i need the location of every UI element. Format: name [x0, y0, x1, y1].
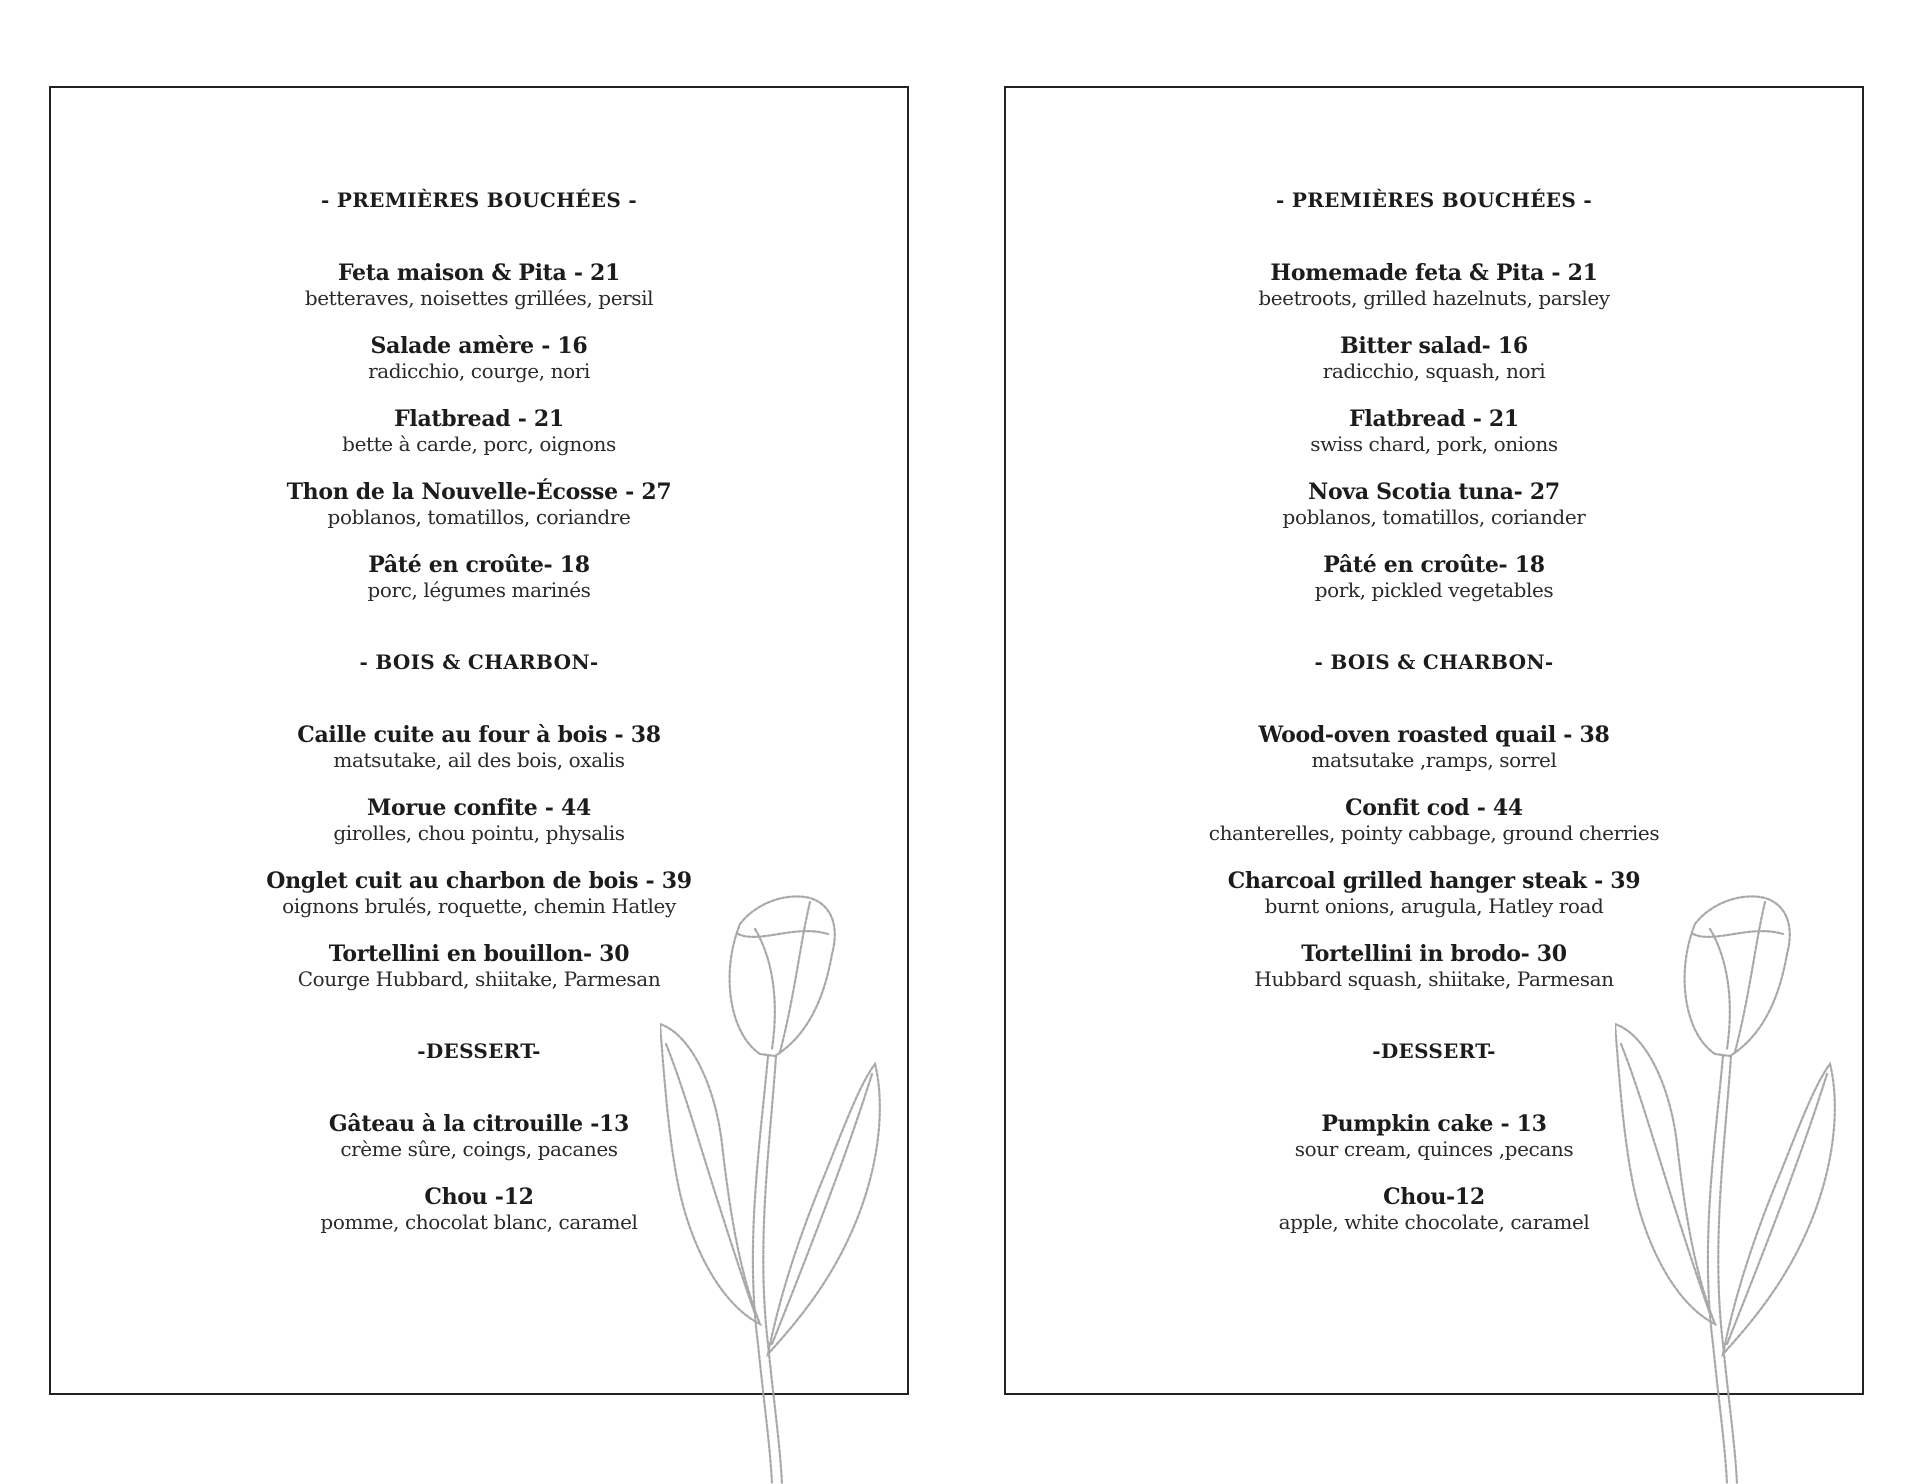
- section-heading-bois-charbon: - BOIS & CHARBON-: [1314, 650, 1554, 674]
- item-description: radicchio, squash, nori: [1322, 359, 1546, 383]
- item-name: Caille cuite au four à bois - 38: [297, 722, 661, 748]
- item-description: crème sûre, coings, pacanes: [340, 1137, 618, 1161]
- item-name: Pâté en croûte- 18: [1323, 552, 1545, 578]
- item-name: Morue confite - 44: [367, 795, 591, 821]
- item-name: Gâteau à la citrouille -13: [328, 1111, 630, 1137]
- section-heading-premieres-bouchees: - PREMIÈRES BOUCHÉES -: [1276, 188, 1592, 212]
- item-name: Tortellini en bouillon- 30: [328, 941, 630, 967]
- item-name: Flatbread - 21: [394, 406, 564, 432]
- item-name: Onglet cuit au charbon de bois - 39: [266, 868, 692, 894]
- item-description: matsutake, ail des bois, oxalis: [333, 748, 625, 772]
- menu-item: [51, 1111, 907, 1161]
- item-name: Pumpkin cake - 13: [1321, 1111, 1547, 1137]
- item-description: pork, pickled vegetables: [1314, 578, 1554, 602]
- menu-item: [51, 552, 907, 602]
- menu-item: [1006, 795, 1862, 845]
- item-name: Pâté en croûte- 18: [368, 552, 590, 578]
- menu-item: [51, 795, 907, 845]
- section-heading-bois-charbon: - BOIS & CHARBON-: [359, 650, 599, 674]
- item-description: beetroots, grilled hazelnuts, parsley: [1258, 286, 1610, 310]
- item-description: sour cream, quinces ,pecans: [1294, 1137, 1574, 1161]
- menu-item: [51, 260, 907, 310]
- item-description: oignons brulés, roquette, chemin Hatley: [282, 894, 676, 918]
- menu-item: [1006, 333, 1862, 383]
- item-name: Salade amère - 16: [370, 333, 588, 359]
- item-description: burnt onions, arugula, Hatley road: [1264, 894, 1604, 918]
- item-name: Bitter salad- 16: [1340, 333, 1528, 359]
- item-name: Confit cod - 44: [1345, 795, 1523, 821]
- item-description: bette à carde, porc, oignons: [342, 432, 616, 456]
- menu-item: [1006, 1184, 1862, 1234]
- menu-item: [51, 333, 907, 383]
- item-name: Nova Scotia tuna- 27: [1308, 479, 1560, 505]
- menu-page-english: [1004, 86, 1864, 1395]
- item-description: Hubbard squash, shiitake, Parmesan: [1254, 967, 1614, 991]
- item-description: matsutake ,ramps, sorrel: [1311, 748, 1557, 772]
- menu-item: [1006, 722, 1862, 772]
- menu-item: [51, 868, 907, 918]
- item-description: girolles, chou pointu, physalis: [333, 821, 625, 845]
- menu-item: [1006, 479, 1862, 529]
- menu-item: [51, 941, 907, 991]
- menu-item: [1006, 260, 1862, 310]
- item-description: radicchio, courge, nori: [368, 359, 590, 383]
- item-name: Thon de la Nouvelle-Écosse - 27: [286, 479, 672, 505]
- menu-item: [1006, 552, 1862, 602]
- menu-item: [51, 479, 907, 529]
- item-description: Courge Hubbard, shiitake, Parmesan: [297, 967, 661, 991]
- menu-item: [1006, 941, 1862, 991]
- item-name: Feta maison & Pita - 21: [337, 260, 621, 286]
- item-name: Chou-12: [1383, 1184, 1485, 1210]
- item-description: poblanos, tomatillos, coriandre: [327, 505, 631, 529]
- menu-item: [1006, 1111, 1862, 1161]
- item-description: swiss chard, pork, onions: [1310, 432, 1558, 456]
- item-description: pomme, chocolat blanc, caramel: [320, 1210, 638, 1234]
- menu-item: [1006, 868, 1862, 918]
- item-name: Flatbread - 21: [1349, 406, 1519, 432]
- item-description: apple, white chocolate, caramel: [1278, 1210, 1590, 1234]
- menu-item: [51, 722, 907, 772]
- menu-item: [51, 406, 907, 456]
- item-name: Homemade feta & Pita - 21: [1270, 260, 1598, 286]
- section-heading-dessert: -DESSERT-: [1372, 1039, 1496, 1063]
- item-name: Charcoal grilled hanger steak - 39: [1227, 868, 1641, 894]
- item-description: chanterelles, pointy cabbage, ground cherries: [1208, 821, 1660, 845]
- item-name: Chou -12: [424, 1184, 534, 1210]
- item-description: porc, légumes marinés: [367, 578, 591, 602]
- item-description: betteraves, noisettes grillées, persil: [304, 286, 654, 310]
- item-name: Wood-oven roasted quail - 38: [1258, 722, 1610, 748]
- menu-item: [51, 1184, 907, 1234]
- section-heading-premieres-bouchees: - PREMIÈRES BOUCHÉES -: [321, 188, 637, 212]
- item-name: Tortellini in brodo- 30: [1301, 941, 1567, 967]
- item-description: poblanos, tomatillos, coriander: [1282, 505, 1586, 529]
- section-heading-dessert: -DESSERT-: [417, 1039, 541, 1063]
- menu-item: [1006, 406, 1862, 456]
- menu-page-french: [49, 86, 909, 1395]
